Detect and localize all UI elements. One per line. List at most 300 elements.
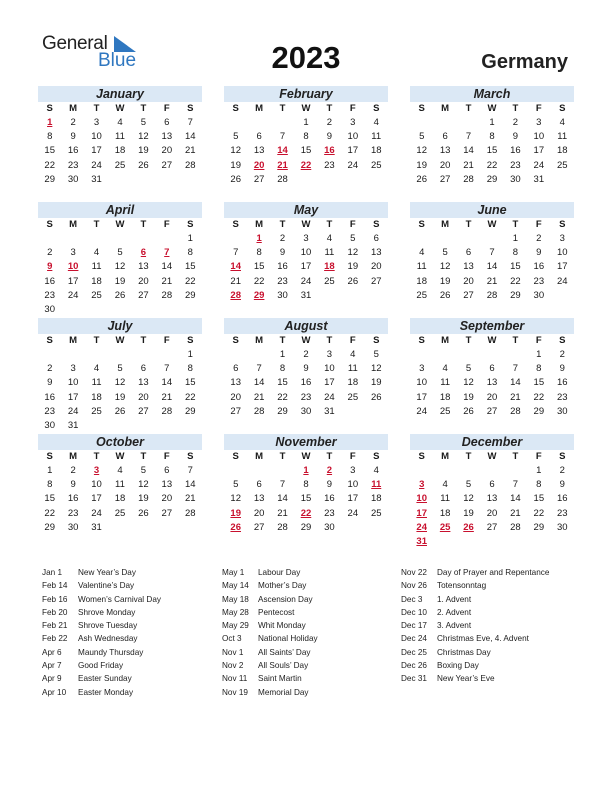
day-cell: 6: [256, 479, 262, 491]
weekday-header: F: [163, 219, 170, 230]
weekday-header: T: [279, 335, 286, 346]
weekday-header: S: [232, 335, 239, 346]
day-cell: 7: [489, 247, 495, 259]
day-cell: 20: [253, 507, 265, 519]
holiday-date: Feb 16: [42, 594, 68, 604]
weekday-header: T: [93, 103, 100, 114]
weekday-header: S: [232, 219, 239, 230]
day-cell: 2: [303, 349, 309, 360]
weekday-header: T: [93, 335, 100, 346]
day-cell: 13: [253, 145, 265, 157]
day-cell: 30: [324, 521, 335, 533]
month-october: [38, 434, 202, 535]
holiday-item: [222, 646, 318, 659]
day-cell: 7: [233, 247, 239, 259]
month-september: [410, 318, 574, 419]
day-cell: 16: [44, 391, 55, 403]
day-cell: 22: [510, 275, 521, 287]
holiday-date: Feb 22: [42, 634, 68, 644]
day-cell: 17: [91, 145, 102, 157]
day-cell: 6: [164, 465, 170, 476]
holiday-name: Whit Monday: [258, 621, 306, 631]
day-cell: 24: [533, 159, 545, 171]
holiday-day-cell: 3: [419, 479, 425, 491]
day-cell: 20: [463, 275, 474, 287]
holiday-name: Shrove Tuesday: [78, 621, 138, 631]
day-cell: 13: [161, 131, 173, 143]
weekday-header: F: [535, 335, 542, 346]
day-cell: 22: [277, 391, 288, 403]
day-cell: 29: [44, 173, 55, 185]
day-cell: 8: [536, 363, 542, 375]
weekday-header: T: [140, 103, 147, 114]
holiday-day-cell: 19: [230, 507, 241, 519]
day-cell: 7: [465, 131, 472, 143]
holiday-name: Maundy Thursday: [78, 647, 144, 657]
day-cell: 30: [300, 405, 312, 417]
day-cell: 12: [230, 145, 241, 157]
day-cell: 28: [184, 507, 196, 519]
weekday-header: M: [441, 451, 450, 462]
holiday-item: [222, 659, 318, 672]
empty-day-cell: [433, 232, 456, 246]
weekday-header: T: [93, 219, 100, 230]
day-cell: 21: [161, 391, 173, 403]
day-cell: 18: [370, 145, 382, 157]
month-days-grid: [38, 334, 202, 433]
holiday-name: Christmas Eve, 4. Advent: [437, 634, 529, 644]
empty-day-cell: [38, 348, 61, 362]
holiday-item: [42, 619, 161, 632]
empty-day-cell: [410, 116, 433, 130]
empty-day-cell: [433, 116, 456, 130]
day-cell: 4: [442, 363, 448, 375]
day-cell: 4: [117, 117, 123, 128]
day-cell: 24: [416, 405, 427, 417]
empty-day-cell: [504, 348, 527, 362]
day-cell: 4: [93, 363, 100, 375]
weekday-header: T: [326, 103, 333, 114]
day-cell: 20: [439, 159, 451, 171]
day-cell: 21: [486, 275, 498, 287]
weekday-header: T: [140, 219, 147, 230]
day-cell: 26: [416, 173, 427, 185]
day-cell: 1: [536, 465, 542, 476]
empty-day-cell: [457, 348, 480, 362]
day-cell: 31: [91, 173, 102, 185]
weekday-header: W: [301, 451, 311, 462]
day-cell: 12: [114, 377, 126, 389]
month-days-grid: [224, 218, 388, 303]
weekday-header: F: [163, 451, 170, 462]
holiday-date: Dec 26: [401, 661, 427, 671]
day-cell: 28: [277, 173, 288, 185]
month-may: [224, 202, 388, 303]
day-cell: 26: [347, 275, 359, 287]
day-cell: 17: [416, 391, 427, 403]
empty-day-cell: [224, 348, 247, 362]
day-cell: 26: [439, 289, 451, 301]
day-cell: 12: [463, 377, 474, 389]
day-cell: 24: [556, 275, 568, 287]
holiday-item: [222, 606, 318, 619]
day-cell: 15: [44, 493, 55, 505]
weekday-header: M: [255, 335, 264, 346]
day-cell: 11: [371, 131, 382, 143]
holiday-name: 3. Advent: [437, 621, 472, 631]
month-title: November: [224, 434, 388, 450]
holiday-name: Saint Martin: [258, 674, 302, 684]
day-cell: 8: [47, 479, 53, 491]
day-cell: 25: [324, 275, 335, 287]
day-cell: 19: [347, 261, 359, 273]
day-cell: 23: [533, 275, 545, 287]
day-cell: 25: [556, 159, 568, 171]
day-cell: 19: [463, 391, 474, 403]
day-cell: 24: [324, 391, 335, 403]
day-cell: 20: [486, 507, 498, 519]
day-cell: 8: [187, 247, 193, 259]
holiday-date: Nov 1: [222, 647, 244, 657]
day-cell: 12: [230, 493, 241, 505]
holiday-column: [42, 566, 161, 699]
day-cell: 26: [230, 173, 241, 185]
month-days-grid: [224, 334, 388, 419]
day-cell: 21: [277, 507, 288, 519]
day-cell: 21: [510, 391, 521, 403]
weekday-header: W: [301, 103, 311, 114]
day-cell: 18: [91, 391, 102, 403]
day-cell: 22: [184, 275, 196, 287]
day-cell: 19: [370, 377, 382, 389]
day-cell: 12: [463, 493, 474, 505]
day-cell: 30: [44, 303, 55, 315]
day-cell: 22: [44, 507, 55, 519]
month-title: October: [38, 434, 202, 450]
day-cell: 13: [138, 261, 149, 273]
day-cell: 8: [279, 363, 286, 375]
day-cell: 8: [536, 479, 542, 491]
day-cell: 28: [277, 521, 288, 533]
day-cell: 14: [510, 377, 521, 389]
holiday-day-cell: 29: [253, 289, 265, 301]
month-november: [224, 434, 388, 535]
weekday-header: F: [349, 219, 356, 230]
holiday-item: [401, 579, 549, 592]
day-cell: 7: [256, 363, 262, 375]
day-cell: 17: [347, 145, 359, 157]
day-cell: 11: [440, 377, 451, 389]
day-cell: 21: [463, 159, 474, 171]
holiday-column: [222, 566, 318, 699]
day-cell: 13: [161, 479, 173, 491]
day-cell: 27: [138, 405, 149, 417]
day-cell: 11: [324, 247, 335, 259]
day-cell: 15: [277, 377, 288, 389]
holiday-date: Nov 19: [222, 687, 248, 697]
day-cell: 3: [350, 117, 356, 128]
empty-day-cell: [410, 464, 433, 478]
day-cell: 8: [47, 131, 53, 143]
weekday-header: M: [255, 103, 264, 114]
day-cell: 14: [510, 493, 521, 505]
day-cell: 18: [439, 391, 451, 403]
day-cell: 16: [277, 261, 288, 273]
day-cell: 23: [44, 405, 55, 417]
empty-day-cell: [247, 116, 270, 130]
holiday-date: Oct 3: [222, 634, 242, 644]
day-cell: 16: [556, 377, 568, 389]
day-cell: 2: [326, 117, 333, 128]
day-cell: 11: [347, 363, 358, 375]
day-cell: 18: [416, 275, 427, 287]
month-days-grid: [410, 334, 574, 419]
holiday-day-cell: 26: [230, 521, 241, 533]
empty-day-cell: [433, 348, 456, 362]
holiday-name: Labour Day: [258, 568, 301, 577]
day-cell: 19: [114, 391, 126, 403]
holiday-date: Dec 10: [401, 607, 427, 617]
day-cell: 12: [439, 261, 451, 273]
day-cell: 4: [326, 233, 333, 244]
day-cell: 18: [114, 493, 126, 505]
holiday-date: Jan 1: [42, 568, 63, 577]
day-cell: 2: [512, 117, 519, 128]
weekday-header: F: [535, 103, 542, 114]
weekday-header: S: [559, 335, 566, 346]
day-cell: 17: [324, 377, 335, 389]
weekday-header: W: [115, 451, 125, 462]
day-cell: 19: [114, 275, 126, 287]
day-cell: 2: [70, 117, 76, 128]
day-cell: 15: [510, 261, 521, 273]
holiday-item: [42, 566, 161, 579]
day-cell: 1: [512, 233, 519, 244]
day-cell: 28: [510, 521, 521, 533]
holiday-item: [222, 672, 318, 685]
weekday-header: W: [301, 219, 311, 230]
day-cell: 26: [114, 405, 126, 417]
day-cell: 2: [559, 349, 565, 360]
month-december: [410, 434, 574, 549]
day-cell: 9: [70, 479, 76, 491]
holiday-name: Day of Prayer and Repentance: [437, 568, 550, 577]
empty-day-cell: [155, 348, 178, 362]
holiday-name: Easter Monday: [78, 687, 134, 697]
day-cell: 24: [67, 405, 79, 417]
year-title: 2023: [271, 40, 341, 75]
holiday-day-cell: 9: [47, 261, 53, 273]
holiday-item: [222, 579, 318, 592]
empty-day-cell: [85, 232, 108, 246]
day-cell: 6: [373, 233, 379, 244]
holiday-date: May 1: [222, 568, 245, 577]
holiday-name: Ash Wednesday: [78, 634, 138, 644]
weekday-header: T: [512, 219, 519, 230]
weekday-header: M: [441, 103, 450, 114]
weekday-header: S: [418, 335, 425, 346]
empty-day-cell: [224, 232, 247, 246]
day-cell: 30: [556, 521, 568, 533]
day-cell: 6: [465, 247, 472, 259]
day-cell: 20: [486, 391, 498, 403]
day-cell: 17: [67, 391, 79, 403]
day-cell: 21: [510, 507, 521, 519]
day-cell: 7: [279, 479, 286, 491]
empty-day-cell: [224, 116, 247, 130]
weekday-header: W: [115, 103, 125, 114]
day-cell: 28: [161, 289, 173, 301]
day-cell: 23: [44, 289, 55, 301]
day-cell: 9: [536, 247, 542, 259]
day-cell: 20: [161, 493, 173, 505]
day-cell: 1: [187, 349, 193, 360]
month-title: April: [38, 202, 202, 218]
month-title: May: [224, 202, 388, 218]
day-cell: 24: [300, 275, 312, 287]
month-june: [410, 202, 574, 303]
holiday-item: [401, 672, 549, 685]
day-cell: 27: [486, 405, 498, 417]
day-cell: 4: [117, 465, 123, 476]
day-cell: 4: [373, 465, 379, 476]
day-cell: 17: [556, 261, 568, 273]
weekday-header: S: [418, 103, 425, 114]
day-cell: 28: [486, 289, 498, 301]
day-cell: 23: [324, 159, 335, 171]
day-cell: 14: [253, 377, 265, 389]
weekday-header: M: [255, 219, 264, 230]
day-cell: 19: [416, 159, 427, 171]
day-cell: 29: [486, 173, 498, 185]
weekday-header: T: [465, 451, 472, 462]
day-cell: 25: [370, 159, 382, 171]
weekday-header: M: [69, 219, 78, 230]
holiday-name: Ascension Day: [258, 594, 313, 604]
day-cell: 29: [510, 289, 521, 301]
day-cell: 25: [439, 405, 451, 417]
day-cell: 28: [184, 159, 196, 171]
empty-day-cell: [155, 232, 178, 246]
holiday-name: New Year’s Day: [78, 568, 136, 577]
weekday-header: S: [373, 219, 380, 230]
day-cell: 22: [533, 391, 545, 403]
holiday-day-cell: 16: [324, 145, 335, 157]
day-cell: 7: [164, 363, 170, 375]
weekday-header: S: [418, 219, 425, 230]
day-cell: 10: [533, 131, 545, 143]
holiday-name: 2. Advent: [437, 607, 472, 617]
month-days-grid: [38, 218, 202, 317]
day-cell: 3: [70, 363, 76, 375]
holiday-date: Apr 10: [42, 687, 67, 697]
weekday-header: W: [487, 335, 497, 346]
holiday-name: Good Friday: [78, 661, 124, 671]
holiday-name: Easter Sunday: [78, 674, 132, 684]
day-cell: 20: [370, 261, 382, 273]
day-cell: 21: [161, 275, 173, 287]
weekday-header: T: [279, 219, 286, 230]
weekday-header: T: [512, 335, 519, 346]
day-cell: 12: [416, 145, 427, 157]
day-cell: 2: [559, 465, 565, 476]
empty-day-cell: [457, 232, 480, 246]
day-cell: 7: [279, 131, 286, 143]
day-cell: 6: [233, 363, 239, 375]
day-cell: 23: [277, 275, 288, 287]
holiday-item: [42, 659, 161, 672]
day-cell: 25: [114, 159, 126, 171]
day-cell: 10: [300, 247, 312, 259]
weekday-header: M: [255, 451, 264, 462]
day-cell: 9: [559, 363, 565, 375]
holiday-name: Christmas Day: [437, 647, 491, 657]
day-cell: 11: [91, 377, 102, 389]
day-cell: 20: [138, 391, 149, 403]
day-cell: 29: [533, 521, 545, 533]
weekday-header: F: [349, 335, 356, 346]
day-cell: 2: [536, 233, 542, 244]
empty-day-cell: [132, 232, 155, 246]
weekday-header: M: [69, 335, 78, 346]
day-cell: 28: [510, 405, 521, 417]
empty-day-cell: [504, 464, 527, 478]
month-days-grid: [224, 450, 388, 535]
holiday-date: Dec 3: [401, 594, 423, 604]
empty-day-cell: [85, 348, 108, 362]
day-cell: 14: [277, 493, 288, 505]
day-cell: 9: [326, 479, 333, 491]
day-cell: 13: [486, 377, 498, 389]
day-cell: 3: [303, 233, 309, 244]
holiday-day-cell: 10: [67, 261, 79, 273]
day-cell: 17: [347, 493, 359, 505]
weekday-header: T: [465, 335, 472, 346]
day-cell: 10: [324, 363, 335, 375]
holiday-date: May 14: [222, 581, 249, 591]
holiday-item: [42, 606, 161, 619]
day-cell: 29: [184, 405, 196, 417]
day-cell: 27: [463, 289, 474, 301]
day-cell: 31: [91, 521, 102, 533]
holiday-item: [401, 593, 549, 606]
day-cell: 2: [279, 233, 286, 244]
day-cell: 2: [70, 465, 76, 476]
holiday-day-cell: 1: [256, 233, 262, 244]
day-cell: 9: [326, 131, 333, 143]
weekday-header: S: [232, 103, 239, 114]
day-cell: 25: [91, 289, 102, 301]
holiday-day-cell: 18: [324, 261, 335, 273]
day-cell: 26: [370, 391, 382, 403]
day-cell: 18: [439, 507, 451, 519]
day-cell: 24: [91, 507, 102, 519]
day-cell: 14: [463, 145, 474, 157]
holiday-item: [401, 606, 549, 619]
weekday-header: T: [93, 451, 100, 462]
weekday-header: W: [487, 219, 497, 230]
month-days-grid: [410, 450, 574, 549]
weekday-header: M: [69, 451, 78, 462]
holiday-item: [401, 566, 549, 579]
holiday-date: Apr 9: [42, 674, 62, 684]
day-cell: 18: [347, 377, 359, 389]
day-cell: 2: [47, 247, 53, 259]
day-cell: 23: [67, 507, 79, 519]
weekday-header: T: [465, 219, 472, 230]
holiday-date: Dec 24: [401, 634, 427, 644]
day-cell: 21: [184, 493, 196, 505]
